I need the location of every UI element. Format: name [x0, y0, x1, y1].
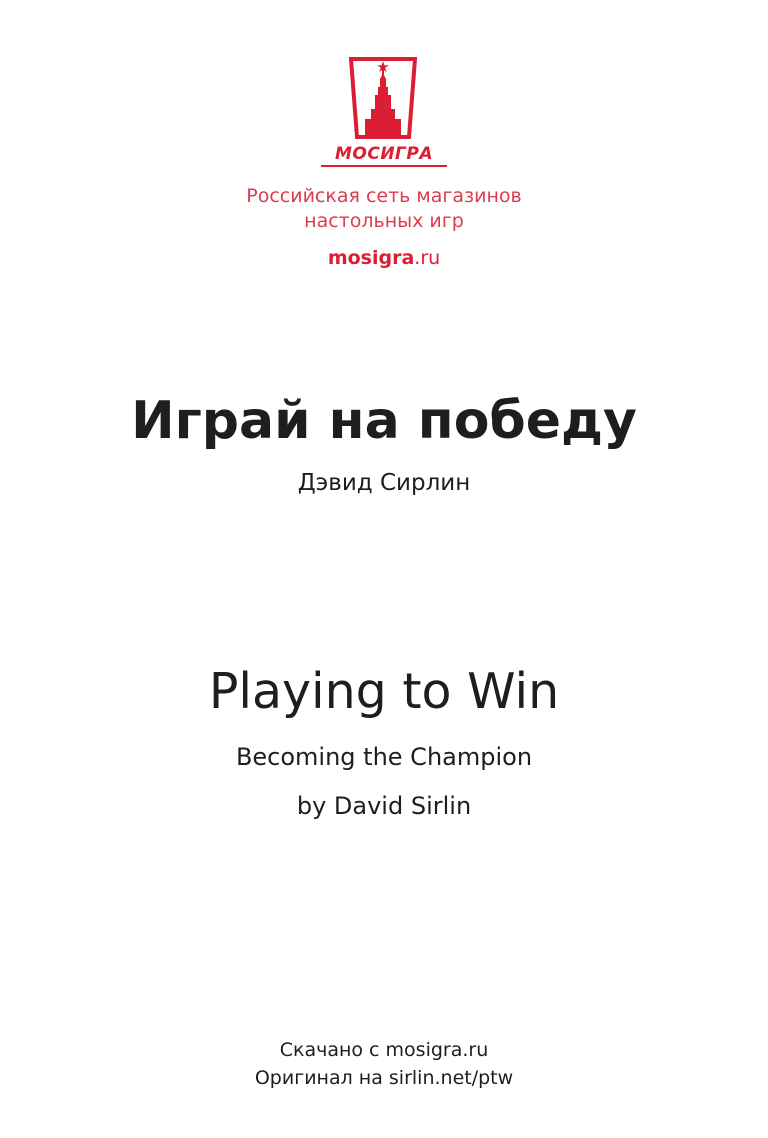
english-subtitle: Becoming the Champion — [235, 743, 533, 771]
english-author: by David Sirlin — [296, 792, 472, 820]
brand-tagline-line1: Российская сеть магазинов — [246, 185, 522, 207]
site-url-link[interactable] — [0, 245, 768, 271]
download-source-note: Скачано с mosigra.ru — [279, 1039, 489, 1061]
russian-book-title: Играй на победу — [131, 391, 637, 451]
site-url-tld: .ru — [414, 247, 441, 269]
english-book-title: Playing to Win — [208, 663, 560, 720]
original-source-note: Оригинал на sirlin.net/ptw — [254, 1067, 514, 1089]
brand-tagline-line2: настольных игр — [304, 210, 464, 232]
site-url-name: mosigra — [327, 247, 415, 269]
brand-wordmark: МОСИГРА — [0, 144, 768, 167]
kremlin-tower-icon — [349, 57, 417, 139]
russian-author: Дэвид Сирлин — [297, 470, 471, 496]
